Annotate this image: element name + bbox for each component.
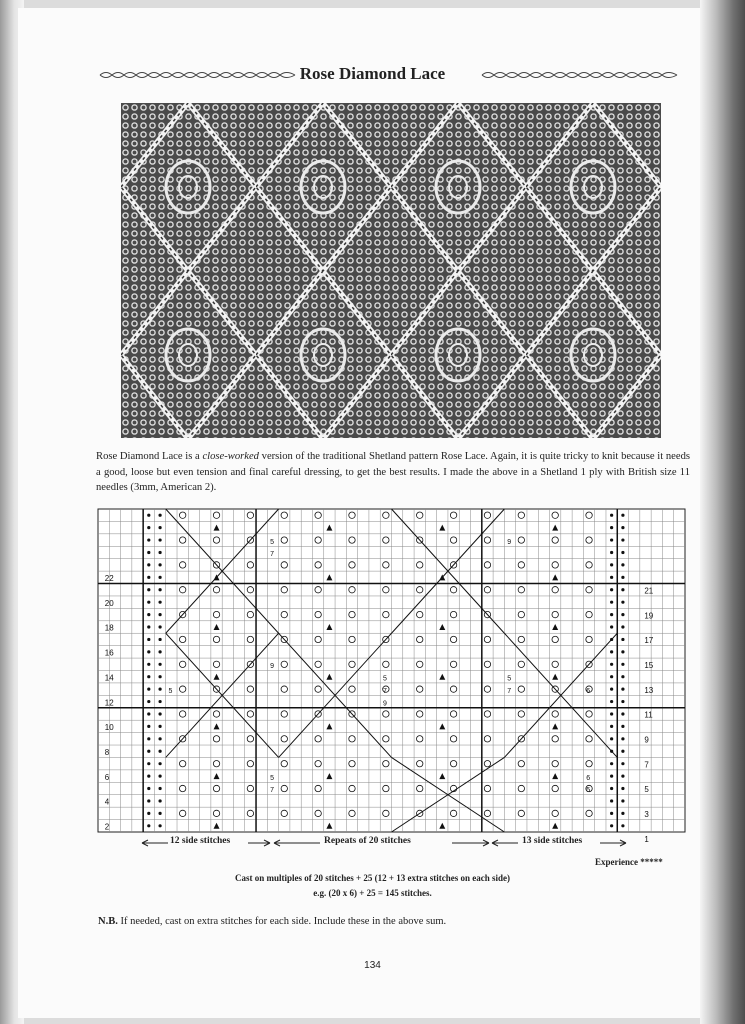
bobble-dot bbox=[610, 551, 613, 554]
left-side-stitches-label: 12 side stitches bbox=[170, 836, 231, 846]
chart-inner-number: 7 bbox=[507, 687, 512, 695]
bobble-dot bbox=[147, 551, 150, 554]
bobble-dot bbox=[147, 663, 150, 666]
bobble-dot bbox=[621, 625, 624, 628]
left-row-number: 12 bbox=[104, 698, 114, 708]
chart-inner-number: 5 bbox=[507, 675, 512, 683]
intro-text-2: version of the traditional Shetland pattern Rose Lace. Again, it is quite tricky to knit because it needs a good, loose but even tension and final careful dressing, to get the best results. I made the above in a Shetland 1 ply with British size 11 needles (3mm, American 2). bbox=[96, 451, 690, 493]
bobble-dot bbox=[158, 824, 161, 827]
bobble-dot bbox=[147, 675, 150, 678]
bobble-dot bbox=[610, 526, 613, 529]
bobble-dot bbox=[621, 613, 624, 616]
bobble-dot bbox=[610, 712, 613, 715]
chart-inner-number: 5 bbox=[168, 687, 173, 695]
bobble-dot bbox=[621, 750, 624, 753]
right-ornament-icon bbox=[482, 70, 677, 80]
bobble-dot bbox=[621, 538, 624, 541]
cast-on-line-1: Cast on multiples of 20 stitches + 25 (12 + 13 extra stitches on each side) bbox=[235, 873, 510, 883]
left-row-number: 14 bbox=[104, 673, 114, 683]
bobble-dot bbox=[158, 514, 161, 517]
bobble-dot bbox=[621, 799, 624, 802]
bobble-dot bbox=[610, 675, 613, 678]
bobble-dot bbox=[158, 762, 161, 765]
bobble-dot bbox=[147, 638, 150, 641]
bobble-dot bbox=[147, 824, 150, 827]
bobble-dot bbox=[610, 812, 613, 815]
right-row-number: 21 bbox=[644, 586, 654, 596]
right-row-number: 3 bbox=[644, 810, 649, 820]
bobble-dot bbox=[621, 688, 624, 691]
bobble-dot bbox=[158, 563, 161, 566]
left-row-number: 8 bbox=[104, 747, 110, 757]
bobble-dot bbox=[610, 688, 613, 691]
bobble-dot bbox=[610, 737, 613, 740]
bobble-dot bbox=[621, 551, 624, 554]
bobble-dot bbox=[147, 762, 150, 765]
bobble-dot bbox=[158, 737, 161, 740]
page-title: Rose Diamond Lace bbox=[299, 64, 446, 83]
bobble-dot bbox=[610, 799, 613, 802]
right-row-number: 15 bbox=[644, 661, 654, 671]
bobble-dot bbox=[610, 787, 613, 790]
chart-inner-number: 7 bbox=[383, 687, 387, 695]
chart-inner-number: 9 bbox=[383, 700, 387, 708]
bobble-dot bbox=[158, 625, 161, 628]
bobble-dot bbox=[147, 538, 150, 541]
bobble-dot bbox=[621, 588, 624, 591]
chart-inner-number: 7 bbox=[270, 787, 275, 795]
bobble-dot bbox=[610, 563, 613, 566]
left-row-number: 6 bbox=[104, 772, 110, 782]
intro-paragraph bbox=[96, 449, 690, 496]
bobble-dot bbox=[158, 526, 161, 529]
bobble-dot bbox=[147, 601, 150, 604]
bobble-dot bbox=[610, 774, 613, 777]
bobble-dot bbox=[147, 799, 150, 802]
left-row-number: 16 bbox=[104, 648, 114, 658]
bobble-dot bbox=[621, 737, 624, 740]
bobble-dot bbox=[147, 750, 150, 753]
bobble-dot bbox=[147, 688, 150, 691]
bobble-dot bbox=[610, 613, 613, 616]
bobble-dot bbox=[621, 663, 624, 666]
bobble-dot bbox=[621, 675, 624, 678]
bobble-dot bbox=[610, 762, 613, 765]
bobble-dot bbox=[621, 638, 624, 641]
bobble-dot bbox=[610, 650, 613, 653]
bobble-dot bbox=[158, 538, 161, 541]
bobble-dot bbox=[147, 526, 150, 529]
bobble-dot bbox=[610, 725, 613, 728]
bobble-dot bbox=[158, 588, 161, 591]
chart-inner-number: 6 bbox=[586, 774, 591, 782]
bobble-dot bbox=[621, 774, 624, 777]
bobble-dot bbox=[158, 774, 161, 777]
bobble-dot bbox=[621, 601, 624, 604]
chart-inner-number: 5 bbox=[270, 538, 275, 546]
bobble-dot bbox=[610, 601, 613, 604]
note-label: N.B. bbox=[98, 916, 118, 927]
bobble-dot bbox=[158, 750, 161, 753]
bobble-dot bbox=[147, 737, 150, 740]
bobble-dot bbox=[147, 700, 150, 703]
left-row-number: 4 bbox=[104, 797, 110, 807]
bobble-dot bbox=[610, 625, 613, 628]
bobble-dot bbox=[621, 762, 624, 765]
bobble-dot bbox=[610, 700, 613, 703]
bobble-dot bbox=[147, 588, 150, 591]
bobble-dot bbox=[158, 688, 161, 691]
cast-on-example: e.g. (20 x 6) + 25 = 145 stitches. bbox=[313, 888, 432, 898]
bobble-dot bbox=[158, 613, 161, 616]
chart-inner-number: 9 bbox=[507, 538, 512, 546]
bobble-dot bbox=[158, 675, 161, 678]
bobble-dot bbox=[621, 650, 624, 653]
left-row-number: 10 bbox=[104, 723, 114, 733]
bobble-dot bbox=[621, 526, 624, 529]
bobble-dot bbox=[621, 787, 624, 790]
bobble-dot bbox=[621, 514, 624, 517]
chart-inner-number: 5 bbox=[383, 675, 387, 683]
bobble-dot bbox=[621, 824, 624, 827]
bobble-dot bbox=[147, 774, 150, 777]
page-number: 134 bbox=[364, 960, 381, 971]
bobble-dot bbox=[147, 787, 150, 790]
chart-inner-number: 5 bbox=[586, 787, 591, 795]
bobble-dot bbox=[147, 625, 150, 628]
bobble-dot bbox=[621, 563, 624, 566]
bobble-dot bbox=[158, 650, 161, 653]
chart-inner-number: 9 bbox=[270, 663, 275, 671]
right-row-number: 17 bbox=[644, 636, 654, 646]
bobble-dot bbox=[158, 799, 161, 802]
right-row-number: 9 bbox=[644, 735, 649, 745]
bobble-dot bbox=[158, 663, 161, 666]
bobble-dot bbox=[610, 514, 613, 517]
intro-text-emphasis: close-worked bbox=[202, 451, 259, 462]
chart-inner-number: 7 bbox=[270, 551, 275, 559]
bobble-dot bbox=[147, 514, 150, 517]
bobble-dot bbox=[158, 812, 161, 815]
chart-inner-number: 6 bbox=[586, 687, 591, 695]
lace-pattern-image bbox=[121, 103, 661, 438]
bobble-dot bbox=[147, 725, 150, 728]
stitch-count-row bbox=[98, 832, 698, 854]
right-row-number: 11 bbox=[644, 710, 653, 720]
bobble-dot bbox=[610, 576, 613, 579]
bobble-dot bbox=[158, 700, 161, 703]
bobble-dot bbox=[610, 588, 613, 591]
bobble-dot bbox=[158, 712, 161, 715]
left-row-number: 22 bbox=[104, 574, 114, 584]
experience-rating: Experience ***** bbox=[595, 857, 663, 867]
left-row-number: 2 bbox=[104, 822, 110, 832]
repeat-stitches-label: Repeats of 20 stitches bbox=[324, 836, 411, 846]
bobble-dot bbox=[147, 712, 150, 715]
bobble-dot bbox=[621, 576, 624, 579]
right-row-number: 7 bbox=[644, 760, 649, 770]
right-row-number: 13 bbox=[644, 685, 654, 695]
bobble-dot bbox=[158, 725, 161, 728]
bobble-dot bbox=[147, 613, 150, 616]
right-row-number: 1 bbox=[644, 834, 649, 844]
lace-swatch-photo bbox=[121, 103, 661, 438]
bobble-dot bbox=[621, 700, 624, 703]
note-paragraph bbox=[98, 916, 446, 927]
bobble-dot bbox=[158, 551, 161, 554]
bobble-dot bbox=[610, 663, 613, 666]
bobble-dot bbox=[621, 725, 624, 728]
bobble-dot bbox=[158, 601, 161, 604]
right-side-stitches-label: 13 side stitches bbox=[522, 836, 583, 846]
bobble-dot bbox=[158, 787, 161, 790]
bobble-dot bbox=[610, 538, 613, 541]
chart-inner-number: 5 bbox=[270, 774, 275, 782]
note-text: If needed, cast on extra stitches for each side. Include these in the above sum. bbox=[117, 916, 447, 927]
bobble-dot bbox=[621, 812, 624, 815]
bobble-dot bbox=[147, 563, 150, 566]
bobble-dot bbox=[621, 712, 624, 715]
right-row-number: 19 bbox=[644, 611, 654, 621]
cast-on-instructions bbox=[0, 871, 745, 901]
left-row-number: 18 bbox=[104, 623, 114, 633]
right-row-number: 5 bbox=[644, 785, 649, 795]
bobble-dot bbox=[158, 638, 161, 641]
intro-text-1: Rose Diamond Lace is a bbox=[96, 451, 203, 462]
bobble-dot bbox=[147, 576, 150, 579]
left-row-number: 20 bbox=[104, 598, 114, 608]
bobble-dot bbox=[610, 824, 613, 827]
bobble-dot bbox=[147, 812, 150, 815]
bobble-dot bbox=[158, 576, 161, 579]
bobble-dot bbox=[147, 650, 150, 653]
